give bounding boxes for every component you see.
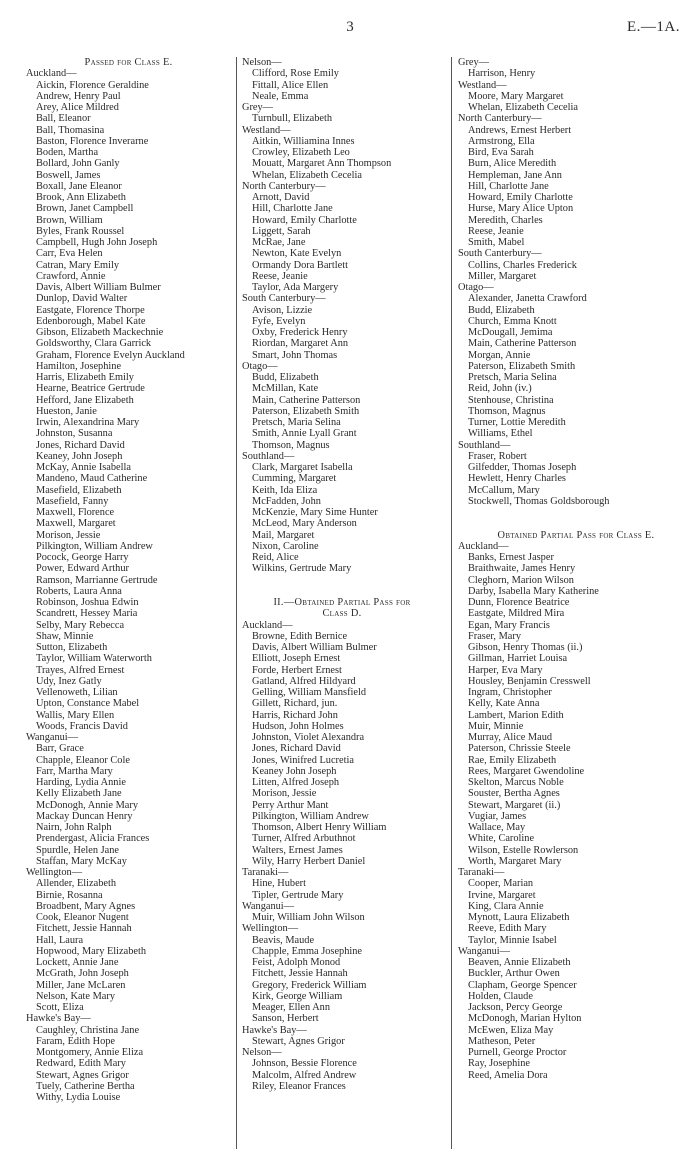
candidate-name: Hurse, Mary Alice Upton bbox=[468, 203, 574, 215]
candidate-name: McMillan, Kate bbox=[252, 383, 319, 395]
candidate-name: Hamilton, Josephine bbox=[36, 360, 122, 372]
candidate-name: Meredith, Charles bbox=[468, 214, 543, 226]
candidate-name: Pretsch, Maria Selina bbox=[468, 372, 557, 383]
candidate-name: Bollard, John Ganly bbox=[36, 158, 120, 170]
candidate-name: McLeod, Mary Anderson bbox=[252, 518, 357, 530]
candidate-name: McCallum, Mary bbox=[468, 484, 540, 496]
candidate-name: Fittall, Alice Ellen bbox=[252, 79, 329, 91]
candidate-name: Fraser, Mary bbox=[468, 630, 522, 642]
candidate-name: Ball, Thomasina bbox=[36, 124, 105, 136]
candidate-name: Stewart, Agnes Grigor bbox=[252, 1035, 345, 1047]
candidate-name: Jackson, Percy George bbox=[468, 1002, 563, 1013]
region-label: North Canterbury— bbox=[242, 180, 326, 192]
candidate-name: Forde, Herbert Ernest bbox=[252, 664, 342, 676]
section-heading: Obtained Partial Pass for Class E. bbox=[497, 529, 655, 541]
candidate-name: Davis, Albert William Bulmer bbox=[36, 282, 161, 293]
candidate-name: Harper, Eva Mary bbox=[468, 664, 543, 676]
candidate-name: Withy, Lydia Louise bbox=[36, 1092, 121, 1103]
candidate-name: Johnston, Susanna bbox=[36, 428, 113, 440]
candidate-name: Davis, Albert William Bulmer bbox=[252, 642, 377, 653]
region-label: Westland— bbox=[242, 124, 291, 136]
candidate-name: Harrison, Henry bbox=[468, 68, 536, 80]
candidate-name: Beavis, Maude bbox=[252, 934, 315, 946]
candidate-name: Baston, Florence Inverarne bbox=[36, 135, 149, 147]
candidate-name: Malcolm, Alfred Andrew bbox=[252, 1069, 357, 1081]
candidate-name: Cleghorn, Marion Wilson bbox=[468, 574, 574, 586]
candidate-name: Prendergast, Alicia Frances bbox=[36, 833, 150, 845]
candidate-name: Chapple, Eleanor Cole bbox=[36, 754, 130, 766]
candidate-name: Aitkin, Williamina Innes bbox=[252, 135, 355, 147]
candidate-name: Boswell, James bbox=[36, 169, 101, 181]
candidate-name: Braithwaite, James Henry bbox=[468, 563, 576, 575]
candidate-name: Armstrong, Ella bbox=[468, 135, 535, 147]
candidate-name: Boxall, Jane Eleanor bbox=[36, 180, 122, 192]
candidate-name: Reid, Alice bbox=[252, 552, 299, 563]
candidate-name: Gibson, Elizabeth Mackechnie bbox=[36, 327, 164, 338]
candidate-name: Dunlop, David Walter bbox=[36, 293, 128, 305]
candidate-name: Howard, Emily Charlotte bbox=[252, 214, 357, 226]
candidate-name: Riley, Eleanor Frances bbox=[252, 1080, 346, 1092]
candidate-name: Turner, Lottie Meredith bbox=[468, 417, 566, 428]
candidate-name: Wilson, Estelle Rowlerson bbox=[468, 844, 579, 856]
candidate-name: Paterson, Elizabeth Smith bbox=[252, 405, 360, 417]
region-label: South Canterbury— bbox=[242, 293, 326, 305]
candidate-name: Taylor, William Waterworth bbox=[36, 653, 152, 665]
candidate-name: Rae, Emily Elizabeth bbox=[468, 754, 557, 766]
candidate-name: Mynott, Laura Elizabeth bbox=[468, 912, 570, 923]
candidate-name: Reese, Jeanie bbox=[468, 225, 524, 237]
candidate-name: Newton, Kate Evelyn bbox=[252, 248, 342, 260]
candidate-name: Hempleman, Jane Ann bbox=[468, 169, 562, 181]
candidate-name: Morgan, Annie bbox=[468, 349, 531, 361]
candidate-name: Gilfedder, Thomas Joseph bbox=[468, 462, 577, 473]
candidate-name: Mackay Duncan Henry bbox=[36, 810, 133, 822]
candidate-name: Whelan, Elizabeth Cecelia bbox=[252, 169, 362, 181]
candidate-name: Nixon, Caroline bbox=[252, 540, 319, 552]
candidate-name: Scandrett, Hessey Maria bbox=[36, 608, 138, 620]
candidate-name: Morison, Jessie bbox=[252, 788, 317, 800]
candidate-name: Wily, Harry Herbert Daniel bbox=[252, 855, 366, 867]
candidate-name: Harding, Lydia Annie bbox=[36, 777, 126, 788]
candidate-name: Smith, Mabel bbox=[468, 237, 525, 248]
candidate-name: Cooper, Marian bbox=[468, 878, 534, 890]
candidate-name: Morison, Jessie bbox=[36, 529, 101, 541]
region-label: Southland— bbox=[458, 439, 511, 451]
candidate-name: Wallace, May bbox=[468, 822, 526, 833]
candidate-name: Browne, Edith Bernice bbox=[252, 630, 348, 642]
candidate-name: Eastgate, Mildred Mira bbox=[468, 608, 565, 620]
candidate-name: Udy, Inez Gatly bbox=[36, 675, 102, 687]
candidate-name: Hefford, Jane Elizabeth bbox=[36, 394, 134, 406]
candidate-name: Allender, Elizabeth bbox=[36, 878, 117, 890]
candidate-name: Farr, Martha Mary bbox=[36, 765, 113, 777]
region-label: South Canterbury— bbox=[458, 248, 542, 260]
region-label: Hawke's Bay— bbox=[26, 1013, 91, 1025]
candidate-name: Moore, Mary Margaret bbox=[468, 90, 564, 102]
candidate-name: Woods, Francis David bbox=[36, 720, 128, 732]
candidate-name: Sutton, Elizabeth bbox=[36, 642, 108, 653]
candidate-name: Thomson, Magnus bbox=[468, 405, 546, 417]
candidate-name: Robinson, Joshua Edwin bbox=[36, 597, 139, 608]
region-label: Otago— bbox=[458, 282, 494, 293]
candidate-name: Hill, Charlotte Jane bbox=[468, 180, 549, 192]
candidate-name: McEwen, Eliza May bbox=[468, 1024, 554, 1036]
candidate-name: Hearne, Beatrice Gertrude bbox=[36, 383, 145, 395]
candidate-name: Ramson, Marrianne Gertrude bbox=[36, 574, 158, 586]
candidate-name: Lambert, Marion Edith bbox=[468, 709, 564, 721]
candidate-name: Pilkington, William Andrew bbox=[252, 810, 369, 822]
candidate-name: Brown, William bbox=[36, 214, 103, 226]
candidate-name: Main, Catherine Patterson bbox=[468, 338, 577, 350]
candidate-name: Liggett, Sarah bbox=[252, 225, 311, 237]
candidate-name: Andrews, Ernest Herbert bbox=[468, 124, 572, 136]
region-label: Southland— bbox=[242, 450, 295, 462]
candidate-name: Stewart, Agnes Grigor bbox=[36, 1069, 129, 1081]
candidate-name: Byles, Frank Roussel bbox=[36, 225, 125, 237]
region-label: Wanganui— bbox=[26, 732, 79, 743]
candidate-name: Alexander, Janetta Crawford bbox=[468, 293, 587, 305]
document-series-code: E.—1A. bbox=[627, 19, 680, 35]
candidate-name: Staffan, Mary McKay bbox=[36, 855, 127, 867]
candidate-name: Stenhouse, Christina bbox=[468, 394, 554, 406]
candidate-name: White, Caroline bbox=[468, 833, 535, 845]
candidate-name: Hudson, John Holmes bbox=[252, 720, 344, 732]
candidate-name: Murray, Alice Maud bbox=[468, 732, 553, 743]
candidate-name: Pocock, George Harry bbox=[36, 552, 129, 563]
candidate-name: Shaw, Minnie bbox=[36, 630, 94, 642]
region-label: Wellington— bbox=[242, 923, 299, 935]
candidate-name: Fyfe, Evelyn bbox=[252, 315, 306, 327]
region-label: Hawke's Bay— bbox=[242, 1024, 307, 1036]
candidate-name: Church, Emma Knott bbox=[468, 315, 557, 327]
candidate-name: Dunn, Florence Beatrice bbox=[468, 597, 570, 608]
candidate-name: Vellenoweth, Lilian bbox=[36, 687, 118, 698]
candidate-name: Johnson, Bessie Florence bbox=[252, 1058, 357, 1070]
region-label: Auckland— bbox=[242, 619, 293, 631]
candidate-name: Turnbull, Elizabeth bbox=[252, 113, 333, 125]
candidate-name: Graham, Florence Evelyn Auckland bbox=[36, 349, 185, 361]
candidate-name: Buckler, Arthur Owen bbox=[468, 968, 560, 980]
candidate-name: Catran, Mary Emily bbox=[36, 259, 120, 271]
candidate-name: Gillman, Harriet Louisa bbox=[468, 653, 568, 665]
candidate-name: Tuely, Catherine Bertha bbox=[36, 1080, 135, 1092]
candidate-name: Elliott, Joseph Ernest bbox=[252, 653, 341, 665]
candidate-name: Keaney John Joseph bbox=[252, 765, 337, 777]
candidate-name: Sanson, Herbert bbox=[252, 1013, 319, 1025]
candidate-name: Chapple, Emma Josephine bbox=[252, 945, 363, 957]
candidate-name: Andrew, Henry Paul bbox=[36, 90, 121, 102]
candidate-name: Arey, Alice Mildred bbox=[36, 102, 119, 113]
candidate-name: Worth, Margaret Mary bbox=[468, 855, 562, 867]
candidate-name: Hopwood, Mary Elizabeth bbox=[36, 945, 147, 957]
section-heading: Class D. bbox=[322, 608, 362, 620]
candidate-name: Kelly, Kate Anna bbox=[468, 698, 540, 710]
region-label: Taranaki— bbox=[458, 867, 505, 878]
candidate-name: Clark, Margaret Isabella bbox=[252, 462, 353, 473]
candidate-name: Scott, Eliza bbox=[36, 1002, 84, 1013]
region-label: Grey— bbox=[242, 102, 274, 113]
section-heading: Passed for Class E. bbox=[84, 57, 173, 68]
region-label: Westland— bbox=[458, 79, 507, 91]
region-label: Otago— bbox=[242, 360, 278, 372]
candidate-name: McDougall, Jemima bbox=[468, 327, 553, 338]
candidate-name: Masefield, Elizabeth bbox=[36, 484, 122, 496]
candidate-name: Neale, Emma bbox=[252, 90, 309, 102]
candidate-name: Hueston, Janie bbox=[36, 405, 97, 417]
candidate-name: Meager, Ellen Ann bbox=[252, 1002, 331, 1013]
candidate-name: Roberts, Laura Anna bbox=[36, 585, 122, 597]
candidate-name: Gatland, Alfred Hildyard bbox=[252, 675, 356, 687]
candidate-name: Montgomery, Annie Eliza bbox=[36, 1047, 144, 1058]
candidate-name: Mouatt, Margaret Ann Thompson bbox=[252, 158, 392, 170]
candidate-name: Selby, Mary Rebecca bbox=[36, 619, 125, 631]
candidate-name: Souster, Bertha Agnes bbox=[468, 788, 560, 800]
candidate-name: Miller, Jane McLaren bbox=[36, 979, 126, 991]
candidate-name: Harris, Elizabeth Emily bbox=[36, 372, 134, 383]
candidate-name: Mandeno, Maud Catherine bbox=[36, 473, 148, 485]
candidate-name: Arnott, David bbox=[252, 192, 310, 203]
section-heading: II.—Obtained Partial Pass for bbox=[273, 597, 411, 608]
candidate-name: Ray, Josephine bbox=[468, 1058, 530, 1070]
candidate-name: Thomson, Albert Henry William bbox=[252, 822, 387, 833]
candidate-name: Reid, John (iv.) bbox=[468, 383, 532, 395]
candidate-name: Keith, Ida Eliza bbox=[252, 484, 318, 496]
column-right bbox=[458, 57, 694, 1081]
candidate-name: Muir, William John Wilson bbox=[252, 912, 365, 923]
candidate-name: Mail, Margaret bbox=[252, 529, 315, 541]
candidate-name: Jones, Richard David bbox=[252, 743, 341, 755]
candidate-name: Nelson, Kate Mary bbox=[36, 990, 115, 1002]
candidate-name: Matheson, Peter bbox=[468, 1035, 536, 1047]
candidate-name: Paterson, Elizabeth Smith bbox=[468, 360, 576, 372]
candidate-name: Birnie, Rosanna bbox=[36, 889, 103, 901]
candidate-name: McRae, Jane bbox=[252, 237, 306, 248]
candidate-name: Upton, Constance Mabel bbox=[36, 698, 140, 710]
candidate-name: Budd, Elizabeth bbox=[252, 372, 319, 383]
page-number: 3 bbox=[346, 19, 354, 35]
candidate-name: Reed, Amelia Dora bbox=[468, 1069, 548, 1081]
candidate-name: McKenzie, Mary Sime Hunter bbox=[252, 507, 378, 518]
candidate-name: Irvine, Margaret bbox=[468, 889, 536, 901]
candidate-name: Brown, Janet Campbell bbox=[36, 203, 134, 215]
candidate-name: Fitchett, Jessie Hannah bbox=[36, 923, 132, 935]
candidate-name: Smith, Annie Lyall Grant bbox=[252, 428, 357, 440]
candidate-name: Holden, Claude bbox=[468, 990, 533, 1002]
candidate-name: Fitchett, Jessie Hannah bbox=[252, 968, 348, 980]
candidate-name: Hewlett, Henry Charles bbox=[468, 473, 566, 485]
candidate-name: Fraser, Robert bbox=[468, 450, 527, 462]
candidate-name: Litten, Alfred Joseph bbox=[252, 777, 340, 788]
candidate-name: Carr, Eva Helen bbox=[36, 248, 103, 260]
candidate-name: Trayes, Alfred Ernest bbox=[36, 664, 125, 676]
candidate-name: Stewart, Margaret (ii.) bbox=[468, 799, 561, 811]
region-label: Auckland— bbox=[26, 68, 77, 80]
candidate-name: Skelton, Marcus Noble bbox=[468, 777, 564, 788]
candidate-name: Lockett, Annie Jane bbox=[36, 957, 119, 968]
candidate-name: Campbell, Hugh John Joseph bbox=[36, 237, 158, 248]
candidate-name: Cumming, Margaret bbox=[252, 473, 337, 485]
candidate-name: Taylor, Minnie Isabel bbox=[468, 934, 557, 946]
candidate-name: McKay, Annie Isabella bbox=[36, 462, 131, 473]
candidate-name: Cook, Eleanor Nugent bbox=[36, 912, 129, 923]
candidate-name: Main, Catherine Patterson bbox=[252, 394, 361, 406]
candidate-name: Power, Edward Arthur bbox=[36, 563, 129, 575]
candidate-name: Ingram, Christopher bbox=[468, 687, 552, 698]
candidate-name: Clifford, Rose Emily bbox=[252, 68, 339, 80]
candidate-name: Nairn, John Ralph bbox=[36, 822, 112, 833]
candidate-name: Feist, Adolph Monod bbox=[252, 957, 341, 968]
candidate-name: Egan, Mary Francis bbox=[468, 619, 550, 631]
section-gap bbox=[458, 507, 694, 518]
candidate-name: Oxby, Frederick Henry bbox=[252, 327, 348, 338]
candidate-name: Crawford, Annie bbox=[36, 270, 106, 282]
candidate-name: Reese, Jeanie bbox=[252, 270, 308, 282]
candidate-name: Irwin, Alexandrina Mary bbox=[36, 417, 140, 428]
candidate-name: Pretsch, Maria Selina bbox=[252, 417, 341, 428]
candidate-name: Reeve, Edith Mary bbox=[468, 923, 547, 935]
candidate-name: Muir, Minnie bbox=[468, 720, 524, 732]
candidate-name: Bird, Eva Sarah bbox=[468, 147, 534, 158]
candidate-name: Pilkington, William Andrew bbox=[36, 540, 153, 552]
column-divider bbox=[451, 57, 452, 1149]
candidate-name: Banks, Ernest Jasper bbox=[468, 552, 554, 563]
candidate-name: Housley, Benjamin Cresswell bbox=[468, 675, 591, 687]
candidate-name: Riordan, Margaret Ann bbox=[252, 338, 349, 350]
candidate-name: Barr, Grace bbox=[36, 743, 84, 755]
candidate-name: Walters, Ernest James bbox=[252, 844, 343, 856]
candidate-name: Kelly Elizabeth Jane bbox=[36, 788, 122, 800]
candidate-name: Tipler, Gertrude Mary bbox=[252, 889, 344, 901]
candidate-name: Aickin, Florence Geraldine bbox=[36, 79, 149, 91]
candidate-name: Crowley, Elizabeth Leo bbox=[252, 147, 350, 158]
candidate-name: Gelling, William Mansfield bbox=[252, 687, 367, 698]
region-label: Nelson— bbox=[242, 57, 282, 68]
candidate-name: Rees, Margaret Gwendoline bbox=[468, 765, 585, 777]
section-gap bbox=[242, 586, 442, 597]
candidate-name: Taylor, Ada Margery bbox=[252, 282, 339, 293]
candidate-name: Boden, Martha bbox=[36, 147, 99, 158]
candidate-name: Maxwell, Margaret bbox=[36, 518, 116, 530]
candidate-name: Ormandy Dora Bartlett bbox=[252, 259, 348, 271]
candidate-name: Redward, Edith Mary bbox=[36, 1058, 126, 1070]
candidate-name: Goldsworthy, Clara Garrick bbox=[36, 338, 152, 350]
candidate-name: Stockwell, Thomas Goldsborough bbox=[468, 495, 610, 507]
candidate-name: Kirk, George William bbox=[252, 990, 343, 1002]
candidate-name: Brook, Ann Elizabeth bbox=[36, 192, 126, 203]
region-label: Auckland— bbox=[458, 540, 509, 552]
column-left bbox=[26, 57, 231, 1103]
candidate-name: Broadbent, Mary Agnes bbox=[36, 900, 136, 912]
candidate-name: Jones, Richard David bbox=[36, 439, 125, 451]
candidate-name: Harris, Richard John bbox=[252, 709, 338, 721]
candidate-name: Purnell, George Proctor bbox=[468, 1047, 567, 1058]
candidate-name: Williams, Ethel bbox=[468, 428, 533, 440]
candidate-name: McGrath, John Joseph bbox=[36, 968, 129, 980]
candidate-name: Wilkins, Gertrude Mary bbox=[252, 563, 352, 575]
region-label: North Canterbury— bbox=[458, 113, 542, 125]
candidate-name: Turner, Alfred Arbuthnot bbox=[252, 833, 356, 845]
candidate-name: Howard, Emily Charlotte bbox=[468, 192, 573, 203]
candidate-name: McDonogh, Annie Mary bbox=[36, 799, 138, 811]
candidate-name: Gibson, Henry Thomas (ii.) bbox=[468, 642, 583, 653]
candidate-name: Beaven, Annie Elizabeth bbox=[468, 957, 571, 968]
candidate-name: Ball, Eleanor bbox=[36, 113, 91, 125]
column-divider bbox=[236, 57, 237, 1149]
region-label: Wanganui— bbox=[242, 900, 295, 912]
region-label: Wanganui— bbox=[458, 945, 511, 957]
candidate-name: Maxwell, Florence bbox=[36, 507, 115, 518]
candidate-name: Avison, Lizzie bbox=[252, 304, 313, 316]
candidate-name: Paterson, Chrissie Steele bbox=[468, 743, 571, 755]
section-gap bbox=[242, 575, 442, 586]
candidate-name: Eastgate, Florence Thorpe bbox=[36, 304, 145, 316]
candidate-name: Darby, Isabella Mary Katherine bbox=[468, 585, 599, 597]
candidate-name: Masefield, Fanny bbox=[36, 495, 109, 507]
candidate-name: King, Clara Annie bbox=[468, 900, 544, 912]
candidate-name: Hall, Laura bbox=[36, 934, 84, 946]
candidate-name: McFadden, John bbox=[252, 495, 321, 507]
candidate-name: Vugiar, James bbox=[468, 810, 527, 822]
candidate-name: Keaney, John Joseph bbox=[36, 450, 123, 462]
region-label: Nelson— bbox=[242, 1047, 282, 1058]
candidate-name: Thomson, Magnus bbox=[252, 439, 330, 451]
section-gap bbox=[458, 518, 694, 529]
candidate-name: Johnston, Violet Alexandra bbox=[252, 732, 365, 743]
candidate-name: Wallis, Mary Ellen bbox=[36, 709, 115, 721]
candidate-name: Smart, John Thomas bbox=[252, 349, 338, 361]
candidate-name: Gregory, Frederick William bbox=[252, 979, 367, 991]
candidate-name: Whelan, Elizabeth Cecelia bbox=[468, 102, 578, 113]
candidate-name: Jones, Winifred Lucretia bbox=[252, 754, 354, 766]
column-middle bbox=[242, 57, 442, 1092]
candidate-name: Budd, Elizabeth bbox=[468, 304, 535, 316]
candidate-name: Burn, Alice Meredith bbox=[468, 158, 557, 170]
candidate-name: Spurdle, Helen Jane bbox=[36, 844, 120, 856]
candidate-name: Caughley, Christina Jane bbox=[36, 1024, 140, 1036]
candidate-name: Hine, Hubert bbox=[252, 878, 307, 890]
candidate-name: McDonogh, Marian Hylton bbox=[468, 1013, 582, 1025]
candidate-name: Gillett, Richard, jun. bbox=[252, 698, 338, 710]
region-label: Grey— bbox=[458, 57, 490, 68]
candidate-name: Clapham, George Spencer bbox=[468, 979, 577, 991]
region-label: Wellington— bbox=[26, 867, 83, 878]
candidate-name: Perry Arthur Mant bbox=[252, 799, 329, 811]
candidate-name: Edenborough, Mabel Kate bbox=[36, 315, 146, 327]
candidate-name: Miller, Margaret bbox=[468, 270, 537, 282]
candidate-name: Hill, Charlotte Jane bbox=[252, 203, 333, 215]
candidate-name: Faram, Edith Hope bbox=[36, 1035, 115, 1047]
candidate-name: Collins, Charles Frederick bbox=[468, 259, 577, 271]
region-label: Taranaki— bbox=[242, 867, 289, 878]
